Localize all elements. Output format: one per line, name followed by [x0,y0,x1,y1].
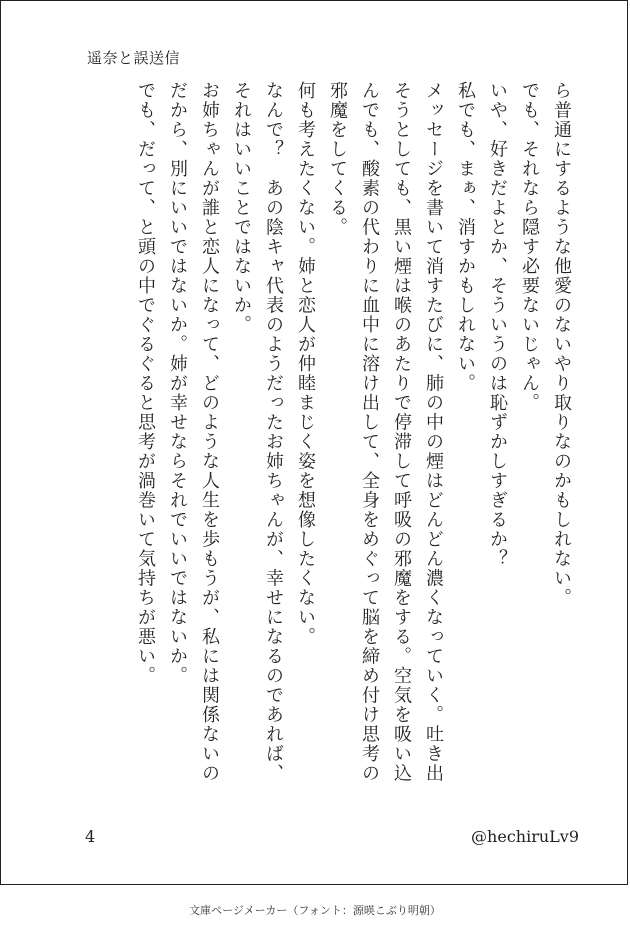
paragraph: いや、好きだよとか、そういうのは恥ずかしすぎるか？ [487,81,508,569]
author-handle: @hechiruLv9 [471,827,579,846]
paragraph: メッセージを書いて消すたびに、肺の中の煙はどんどん濃くなっていく。吐き出そうとしても、黒い煙は喉のあたりで停滞して呼吸の邪魔をする。空気を吸い込んでも、酸素の代わりに血中に溶け出して、全身をめぐって脳を締め付け思考の邪魔をしてくる。 [327,81,444,783]
book-title: 遥奈と誤送信 [87,49,181,67]
paragraph: 私でも、まぁ、消すかもしれない。 [455,81,476,393]
paragraph: でも、だって、と頭の中でぐるぐると思考が渦巻いて気持ちが悪い。 [135,81,156,686]
vertical-body-text [97,81,577,801]
paragraph: ら普通にするような他愛のないやり取りなのかもしれない。 [551,81,572,608]
paragraph: でも、それなら隠す必要ないじゃん。 [519,81,540,413]
paragraph: なんで？ あの陰キャ代表のようだったお姉ちゃんが、幸せになるのであれば、それはいいことではないか。 [231,81,284,783]
paragraph: 何も考えたくない。姉と恋人が仲睦まじく姿を想像したくない。 [295,81,316,647]
page-number: 4 [85,827,96,846]
paragraph: お姉ちゃんが誰と恋人になって、どのような人生を歩もうが、私には関係ないのだから、別にいいではないか。姉が幸せならそれでいいではないか。 [167,81,220,783]
generator-credit: 文庫ページメーカー（フォント：源暎こぶり明朝） [189,904,441,917]
